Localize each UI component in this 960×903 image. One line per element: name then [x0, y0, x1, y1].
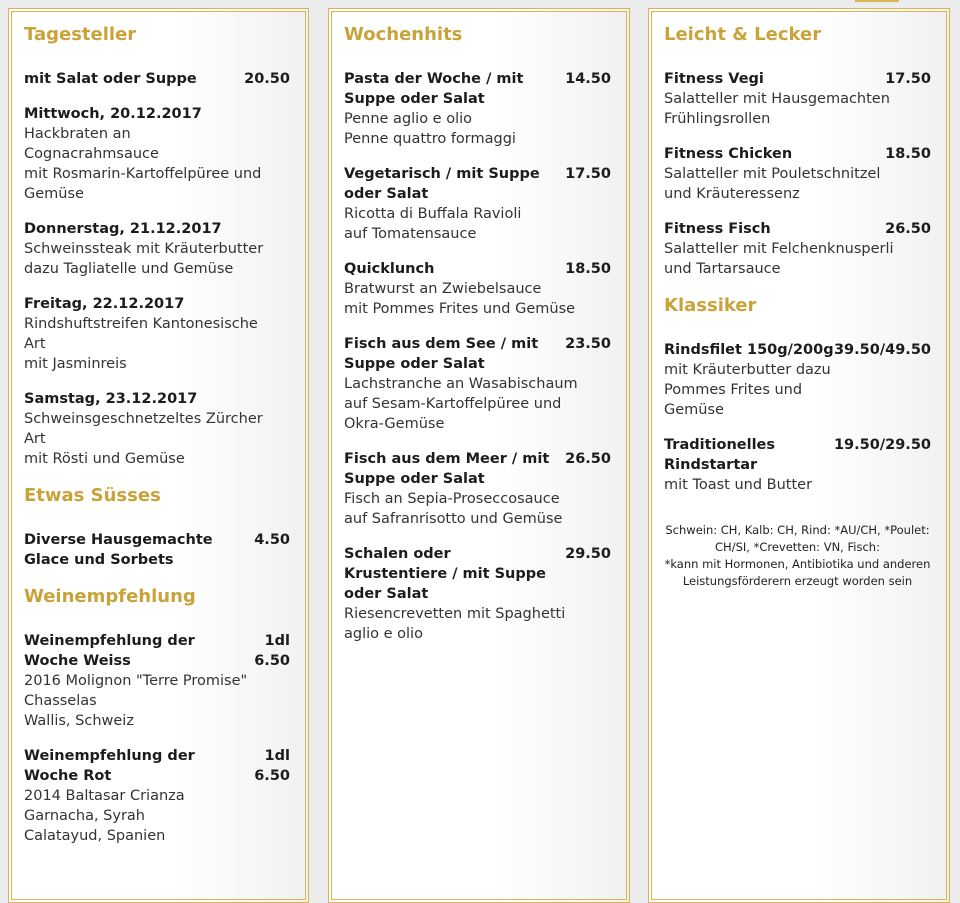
- menu-item-description: Art: [24, 431, 46, 447]
- menu-item: [344, 259, 611, 319]
- price-value: 6.50: [254, 768, 290, 784]
- menu-item: [24, 746, 290, 846]
- menu-item: [24, 530, 290, 570]
- menu-item-price: [244, 69, 290, 89]
- menu-item-name: Fitness Chicken: [664, 146, 793, 162]
- menu-item-name: Pasta der Woche / mit Suppe oder Salat: [344, 71, 524, 107]
- origin-note-line: Schwein: CH, Kalb: CH, Rind: *AU/CH, *Poulet:: [665, 523, 930, 537]
- section-title-tagesteller: Tagesteller: [24, 24, 137, 45]
- price-value: 20.50: [244, 71, 290, 87]
- menu-item-name: Weinempfehlung der Woche Rot: [24, 748, 195, 784]
- menu-item-description: Art: [24, 336, 46, 352]
- price-value: 18.50: [885, 146, 931, 162]
- origin-note-line: Leistungsförderern erzeugt worden sein: [682, 574, 913, 588]
- price-value: 18.50: [565, 261, 611, 277]
- menu-item-description: 2014 Baltasar Crianza: [24, 788, 185, 804]
- menu-item-description: mit Rosmarin-Kartoffelpüree und: [24, 166, 262, 182]
- price-value: 17.50: [885, 71, 931, 87]
- menu-item-price: [885, 219, 931, 239]
- menu-item-name: Mittwoch, 20.12.2017: [24, 106, 202, 122]
- menu-item-description: mit Pommes Frites und Gemüse: [344, 301, 576, 317]
- menu-item-price: [885, 144, 931, 164]
- menu-item-description: Chasselas: [24, 693, 97, 709]
- menu-item: [664, 144, 931, 204]
- menu-item-description: Okra-Gemüse: [344, 416, 445, 432]
- menu-item-price: [254, 530, 290, 550]
- menu-item-description: Ricotta di Buffala Ravioli: [344, 206, 522, 222]
- menu-item-description: auf Tomatensauce: [344, 226, 477, 242]
- menu-item-price: [565, 259, 611, 279]
- section-title-wein: Weinempfehlung: [24, 586, 196, 607]
- menu-item-description: Salatteller mit Felchenknusperli: [664, 241, 894, 257]
- menu-item: [664, 69, 931, 129]
- menu-item: [664, 340, 931, 420]
- menu-item-description: Penne quattro formaggi: [344, 131, 516, 147]
- menu-item-description: dazu Tagliatelle und Gemüse: [24, 261, 234, 277]
- menu-item-name: Diverse Hausgemachte Glace und Sorbets: [24, 532, 213, 568]
- price-value: 19.50/29.50: [833, 437, 931, 453]
- menu-item-description: Fisch an Sepia-Proseccosauce: [344, 491, 560, 507]
- menu-item-description: mit Kräuterbutter dazu: [664, 362, 831, 378]
- section-title-wochenhits: Wochenhits: [344, 24, 463, 45]
- menu-item-name: Freitag, 22.12.2017: [24, 296, 185, 312]
- menu-item: [24, 219, 290, 279]
- menu-item-name: Schalen oder Krustentiere / mit Suppe oder Salat: [344, 546, 546, 602]
- menu-item-name: Fisch aus dem Meer / mit Suppe oder Salat: [344, 451, 550, 487]
- origin-note-line: CH/SI, *Crevetten: VN, Fisch:: [715, 540, 880, 554]
- menu-item: [344, 449, 611, 529]
- menu-item-description: Bratwurst an Zwiebelsauce: [344, 281, 542, 297]
- menu-item-description: Wallis, Schweiz: [24, 713, 134, 729]
- price-value: 29.50: [565, 546, 611, 562]
- menu-item-price: [565, 544, 611, 564]
- menu-item-description: auf Sesam-Kartoffelpüree und: [344, 396, 562, 412]
- menu-item-name: Traditionelles Rindstartar: [664, 437, 776, 473]
- price-unit: 1dl: [264, 633, 290, 649]
- menu-item-name: Weinempfehlung der Woche Weiss: [24, 633, 195, 669]
- price-value: 17.50: [565, 166, 611, 182]
- menu-item-name: Quicklunch: [344, 261, 435, 277]
- menu-item-description: und Kräuteressenz: [664, 186, 800, 202]
- menu-item-description: 2016 Molignon "Terre Promise": [24, 673, 248, 689]
- menu-item-name: Vegetarisch / mit Suppe oder Salat: [344, 166, 540, 202]
- price-value: 26.50: [885, 221, 931, 237]
- menu-item-description: Calatayud, Spanien: [24, 828, 166, 844]
- price-value: 14.50: [565, 71, 611, 87]
- menu-item-description: Pommes Frites und: [664, 382, 803, 398]
- menu-item-name: mit Salat oder Suppe: [24, 71, 197, 87]
- menu-item-description: Riesencrevetten mit Spaghetti: [344, 606, 566, 622]
- menu-item-description: Cognacrahmsauce: [24, 146, 159, 162]
- menu-item-price: [565, 164, 611, 184]
- menu-item: [664, 219, 931, 279]
- menu-item: [24, 69, 290, 89]
- menu-item-description: Lachstranche an Wasabischaum: [344, 376, 578, 392]
- menu-item-description: auf Safranrisotto und Gemüse: [344, 511, 563, 527]
- menu-item-name: Rindsfilet 150g/200g: [664, 342, 834, 358]
- menu-item-description: Gemüse: [664, 402, 724, 418]
- menu-item-price: [834, 340, 931, 360]
- section-title-klassiker: Klassiker: [664, 295, 757, 316]
- section-title-suesses: Etwas Süsses: [24, 485, 161, 506]
- menu-item-name: Fitness Fisch: [664, 221, 771, 237]
- origin-note: [664, 522, 931, 590]
- menu-item: [344, 334, 611, 434]
- menu-item: [24, 389, 290, 469]
- menu-column-leicht: [648, 8, 950, 903]
- section-title-leicht: Leicht & Lecker: [664, 24, 822, 45]
- menu-item-price: [254, 631, 290, 671]
- menu-item-description: aglio e olio: [344, 626, 423, 642]
- menu-item-description: mit Jasminreis: [24, 356, 127, 372]
- menu-item-description: Garnacha, Syrah: [24, 808, 145, 824]
- menu-item-description: Hackbraten an: [24, 126, 131, 142]
- origin-note-line: *kann mit Hormonen, Antibiotika und anderen: [664, 557, 931, 571]
- menu-item-price: [254, 746, 290, 786]
- menu-item-price: [834, 435, 931, 455]
- menu-item: [664, 435, 931, 495]
- menu-item-price: [565, 334, 611, 354]
- price-value: 6.50: [254, 653, 290, 669]
- menu-item-description: mit Rösti und Gemüse: [24, 451, 185, 467]
- menu-item-description: mit Toast und Butter: [664, 477, 813, 493]
- menu-item: [24, 631, 290, 731]
- price-value: 26.50: [565, 451, 611, 467]
- menu-item-description: Rindshuftstreifen Kantonesische: [24, 316, 258, 332]
- menu-item: [344, 544, 611, 644]
- menu-item-description: und Tartarsauce: [664, 261, 781, 277]
- price-value: 39.50/49.50: [833, 342, 931, 358]
- menu-item-description: Penne aglio e olio: [344, 111, 473, 127]
- menu-item-price: [885, 69, 931, 89]
- menu-item-price: [565, 449, 611, 469]
- menu-item: [24, 294, 290, 374]
- menu-item-name: Donnerstag, 21.12.2017: [24, 221, 222, 237]
- menu-item-description: Salatteller mit Pouletschnitzel: [664, 166, 881, 182]
- menu-item-description: Frühlingsrollen: [664, 111, 771, 127]
- price-unit: 1dl: [264, 748, 290, 764]
- menu-item-description: Schweinssteak mit Kräuterbutter: [24, 241, 264, 257]
- menu-item-name: Fisch aus dem See / mit Suppe oder Salat: [344, 336, 539, 372]
- menu-item-name: Samstag, 23.12.2017: [24, 391, 198, 407]
- menu-item-description: Salatteller mit Hausgemachten: [664, 91, 890, 107]
- menu-item-description: Schweinsgeschnetzeltes Zürcher: [24, 411, 263, 427]
- menu-column-tagesteller: [8, 8, 309, 903]
- menu-item: [344, 69, 611, 149]
- price-value: 23.50: [565, 336, 611, 352]
- price-value: 4.50: [254, 532, 290, 548]
- menu-item: [24, 104, 290, 204]
- menu-item-name: Fitness Vegi: [664, 71, 764, 87]
- top-accent: [855, 0, 899, 2]
- menu-column-wochenhits: [328, 8, 630, 903]
- menu-item-price: [565, 69, 611, 89]
- menu-item-description: Gemüse: [24, 186, 84, 202]
- menu-item: [344, 164, 611, 244]
